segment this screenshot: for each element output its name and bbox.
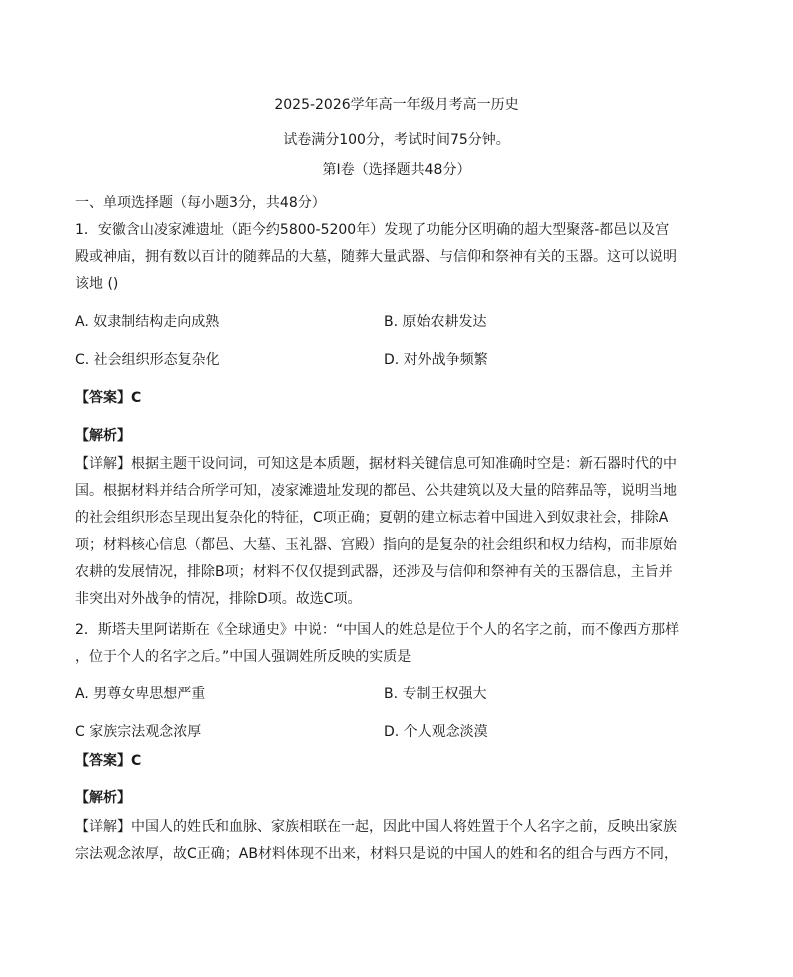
q2-analysis-label: 【解析】 — [75, 790, 131, 806]
exam-title: 2025-2026学年高一年级月考高一历史 — [274, 97, 519, 113]
q2-stem-line2: ，位于个人的名字之后。”中国人强调姓所反映的实质是 — [75, 649, 412, 665]
q2-option-a: A. 男尊女卑思想严重 — [75, 686, 206, 702]
q1-detail-line1: 【详解】根据主题干设问词，可知这是本质题，据材料关键信息可知准确时空是：新石器时代的中 — [75, 456, 677, 472]
q1-analysis-label: 【解析】 — [75, 428, 131, 444]
section-title: 第Ⅰ卷（选择题共48分） — [322, 162, 471, 178]
q2-stem-line1: 2．斯塔夫里阿诺斯在《全球通史》中说：“中国人的姓总是位于个人的名字之前，而不像西方那样 — [75, 622, 680, 638]
part-heading: 一、单项选择题（每小题3分，共48分） — [75, 195, 326, 211]
q1-answer: 【答案】C — [75, 390, 142, 406]
q1-option-c: C. 社会组织形态复杂化 — [75, 352, 220, 368]
q1-detail-line2: 国。根据材料并结合所学可知，凌家滩遗址发现的都邑、公共建筑以及大量的陪葬品等，说明当地 — [75, 483, 677, 499]
q1-option-b: B. 原始农耕发达 — [384, 314, 487, 330]
q2-detail-line1: 【详解】中国人的姓氏和血脉、家族相联在一起，因此中国人将姓置于个人名字之前，反映出家族 — [75, 819, 677, 835]
q1-stem-line1: 1．安徽含山凌家滩遗址（距今约5800-5200年）发现了功能分区明确的超大型聚落-都邑以及宫 — [75, 222, 670, 238]
q1-option-d: D. 对外战争频繁 — [384, 352, 488, 368]
q1-stem-line2: 殿或神庙，拥有数以百计的随葬品的大墓，随葬大量武器、与信仰和祭神有关的玉器。这可以说明 — [75, 249, 677, 265]
q1-detail-line4: 项；材料核心信息（都邑、大墓、玉礼器、宫殿）指向的是复杂的社会组织和权力结构，而非原始 — [75, 537, 677, 553]
q1-stem-line3: 该地 () — [75, 276, 119, 292]
q1-detail-line5: 农耕的发展情况，排除B项；材料不仅仅提到武器，还涉及与信仰和祭神有关的玉器信息，主旨并 — [75, 564, 673, 580]
q2-option-b: B. 专制王权强大 — [384, 686, 487, 702]
q2-option-d: D. 个人观念淡漠 — [384, 724, 488, 740]
q1-detail-line6: 非突出对外战争的情况，排除D项。故选C项。 — [75, 591, 362, 607]
q1-detail-line3: 的社会组织形态呈现出复杂化的特征，C项正确；夏朝的建立标志着中国进入到奴隶社会，排除A — [75, 510, 669, 526]
exam-info: 试卷满分100分，考试时间75分钟。 — [283, 132, 510, 148]
q2-detail-line2: 宗法观念浓厚，故C正确；AB材料体现不出来，材料只是说的中国人的姓和名的组合与西方不同， — [75, 846, 678, 862]
q2-option-c: C 家族宗法观念浓厚 — [75, 724, 202, 740]
q2-answer: 【答案】C — [75, 753, 142, 769]
q1-option-a: A. 奴隶制结构走向成熟 — [75, 314, 220, 330]
